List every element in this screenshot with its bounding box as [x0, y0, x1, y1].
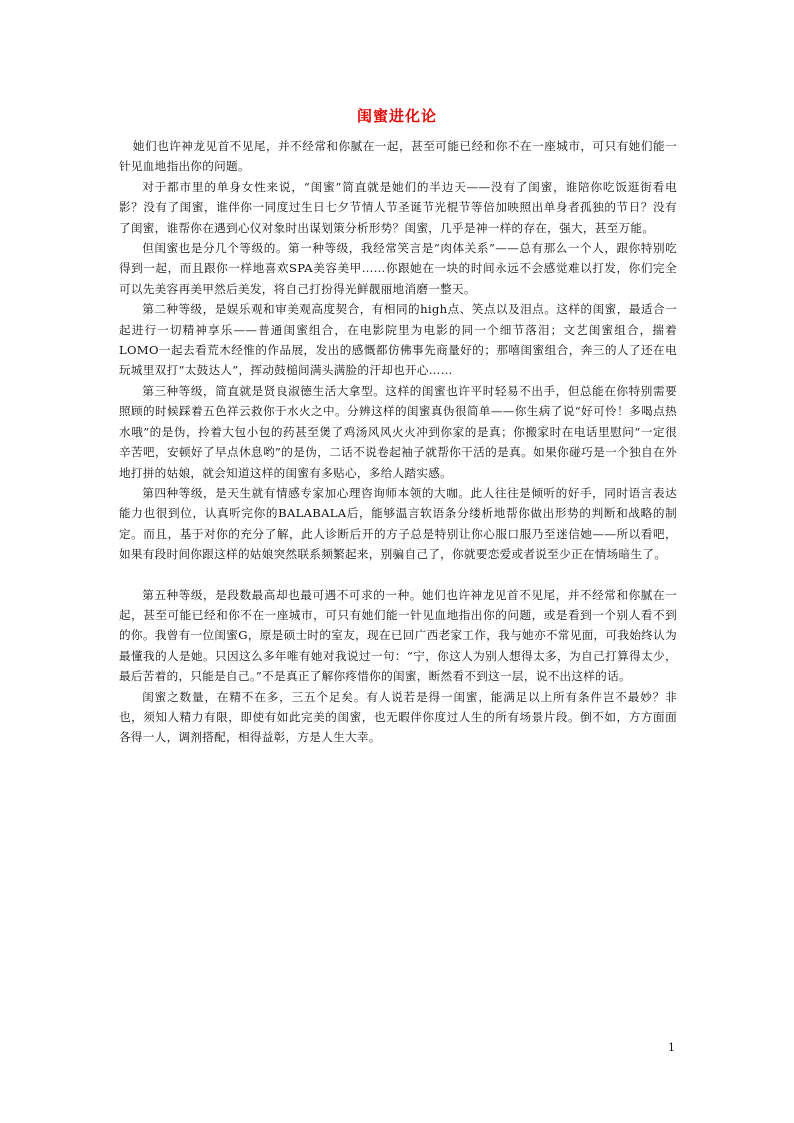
paragraph-spacer [119, 565, 677, 585]
paragraph-level-one: 但闺蜜也是分几个等级的。第一种等级，我经常笑言是“肉体关系”——总有那么一个人，跟你特别吃得到一起，而且跟你一样地喜欢SPA美容美甲……你跟她在一块的时间永远不会感觉难以打发，你们完全可以先美容再美甲然后美发，将自己打扮得光鲜靓丽地消磨一整天。 [119, 241, 677, 296]
paragraph-single-women: 对于都市里的单身女性来说，“闺蜜”简直就是她们的半边天——没有了闺蜜，谁陪你吃饭逛街看电影？没有了闺蜜，谁伴你一同度过生日七夕节情人节圣诞节光棍节等倍加映照出单身者孤独的节日？没有了闺蜜，谁帮你在遇到心仪对象时出谋划策分析形势？闺蜜，几乎是神一样的存在，强大，甚至万能。 [119, 179, 677, 235]
paragraph-level-five: 第五种等级，是段数最高却也最可遇不可求的一种。她们也许神龙见首不见尾，并不经常和你腻在一起，甚至可能已经和你不在一座城市，可只有她们能一针见血地指出你的问题，或是看到一个别人看不到的你。我曾有一位闺蜜G，原是硕士时的室友，现在已回广西老家工作，我与她亦不常见面，可我始终认为最懂我的人是她。只因这么多年唯有她对我说过一句：“宁，你这人为别人想得太多，为自己打算得太少，最后苦着的，只能是自己。”不是真正了解你疼惜你的闺蜜，断然看不到这一层，说不出这样的话。 [119, 587, 677, 684]
paragraph-level-two: 第二种等级，是娱乐观和审美观高度契合，有相同的high点、笑点以及泪点。这样的闺蜜，最适合一起进行一切精神享乐——普通闺蜜组合，在电影院里为电影的同一个细节落泪；文艺闺蜜组合，揣着LOMO一起去看荒木经惟的作品展，发出的感慨都仿佛事先商量好的；那嘻闺蜜组合，奔三的人了还在电玩城里双打“太鼓达人”，挥动鼓槌间满头满脸的汗却也开心…… [119, 302, 677, 378]
paragraph-level-four: 第四种等级，是天生就有情感专家加心理咨询师本领的大咖。此人往往是倾听的好手，同时语言表达能力也很到位，认真听完你的BALABALA后，能够温言软语条分缕析地帮你做出形势的判断和战略的制定。而且，基于对你的充分了解，此人诊断后开的方子总是特别让你心服口服乃至迷信她——所以看吧，如果有段时间你跟这样的姑娘突然联系频繁起来，别骗自己了，你就要恋爱或者说至少正在情场暗生了。 [119, 485, 677, 562]
paragraph-intro: 她们也许神龙见首不见尾，并不经常和你腻在一起，甚至可能已经和你不在一座城市，可只有她们能一针见血地指出你的问题。 [119, 139, 677, 174]
article-body [119, 136, 677, 748]
page-number: 1 [668, 1041, 675, 1054]
page-title: 闺蜜进化论 [356, 107, 437, 125]
paragraph-level-three: 第三种等级，简直就是贤良淑德生活大拿型。这样的闺蜜也许平时轻易不出手，但总能在你特别需要照顾的时候踩着五色祥云救你于水火之中。分辨这样的闺蜜真伪很简单——你生病了说“好可怜！多喝点热水哦”的是伪，拎着大包小包的药甚至煲了鸡汤风风火火冲到你家的是真；你搬家时在电话里慰问“一定很辛苦吧，安顿好了早点休息哟”的是伪，二话不说卷起袖子就帮你干活的是真。如果你碰巧是一个独自在外地打拼的姑娘，就会知道这样的闺蜜有多贴心，多给人踏实感。 [119, 383, 677, 480]
paragraph-conclusion: 闺蜜之数量，在精不在多，三五个足矣。有人说若是得一闺蜜，能满足以上所有条件岂不最妙？非也，须知人精力有限，即使有如此完美的闺蜜，也无暇伴你度过人生的所有场景片段。倒不如，方方面面各得一人，调剂搭配，相得益彰，方是人生大幸。 [119, 689, 677, 745]
